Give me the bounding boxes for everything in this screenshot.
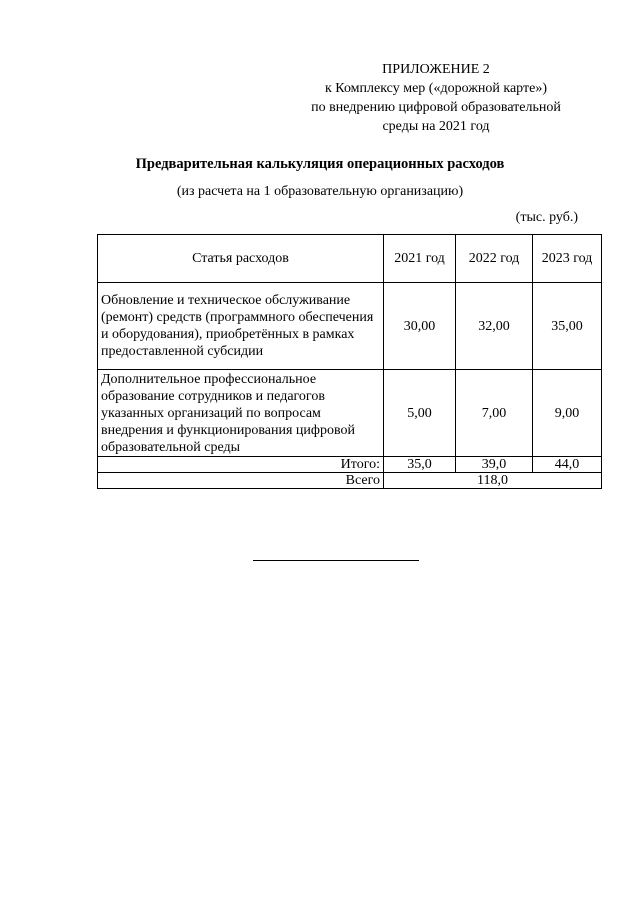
table-row: [98, 283, 602, 370]
units-label: (тыс. руб.): [515, 210, 578, 225]
header-2023: 2023 год: [533, 235, 602, 283]
document-title: Предварительная калькуляция операционных расходов: [135, 156, 505, 172]
subtotal-row: [98, 457, 602, 473]
table-row: [98, 370, 602, 457]
value-2022-cell: 7,00: [456, 370, 533, 457]
value-2021-cell: 5,00: [384, 370, 456, 457]
header-2022: 2022 год: [456, 235, 533, 283]
value-2023-cell: 9,00: [533, 370, 602, 457]
value-2022-cell: 32,00: [456, 283, 533, 370]
subtotal-2022: 39,0: [456, 457, 533, 473]
grand-total-row: [98, 473, 602, 489]
appendix-line-3: по внедрению цифровой образовательной: [311, 100, 561, 115]
subtotal-2021: 35,0: [384, 457, 456, 473]
value-2023-cell: 35,00: [533, 283, 602, 370]
appendix-title: ПРИЛОЖЕНИЕ 2: [382, 62, 490, 77]
value-2021-cell: 30,00: [384, 283, 456, 370]
subtotal-label: Итого:: [98, 457, 384, 473]
appendix-header: [300, 60, 572, 136]
table-header-row: [98, 235, 602, 283]
appendix-line-2: к Комплексу мер («дорожной карте»): [325, 81, 547, 96]
header-2021: 2021 год: [384, 235, 456, 283]
appendix-line-4: среды на 2021 год: [382, 119, 490, 134]
expenses-table: [97, 234, 602, 489]
document-subtitle: (из расчета на 1 образовательную организацию): [176, 184, 464, 199]
grand-total-value: 118,0: [384, 473, 602, 489]
subtotal-2023: 44,0: [533, 457, 602, 473]
expense-item-cell: Обновление и техническое обслуживание (ремонт) средств (программного обеспечения и оборудования), приобретённых в рамках предоставленной субсидии: [98, 283, 384, 370]
grand-total-label: Всего: [98, 473, 384, 489]
end-separator-line: [253, 560, 419, 561]
header-expense-item: Статья расходов: [98, 235, 384, 283]
expense-item-cell: Дополнительное профессиональное образование сотрудников и педагогов указанных организаций по вопросам внедрения и функционирования цифровой образовательной среды: [98, 370, 384, 457]
